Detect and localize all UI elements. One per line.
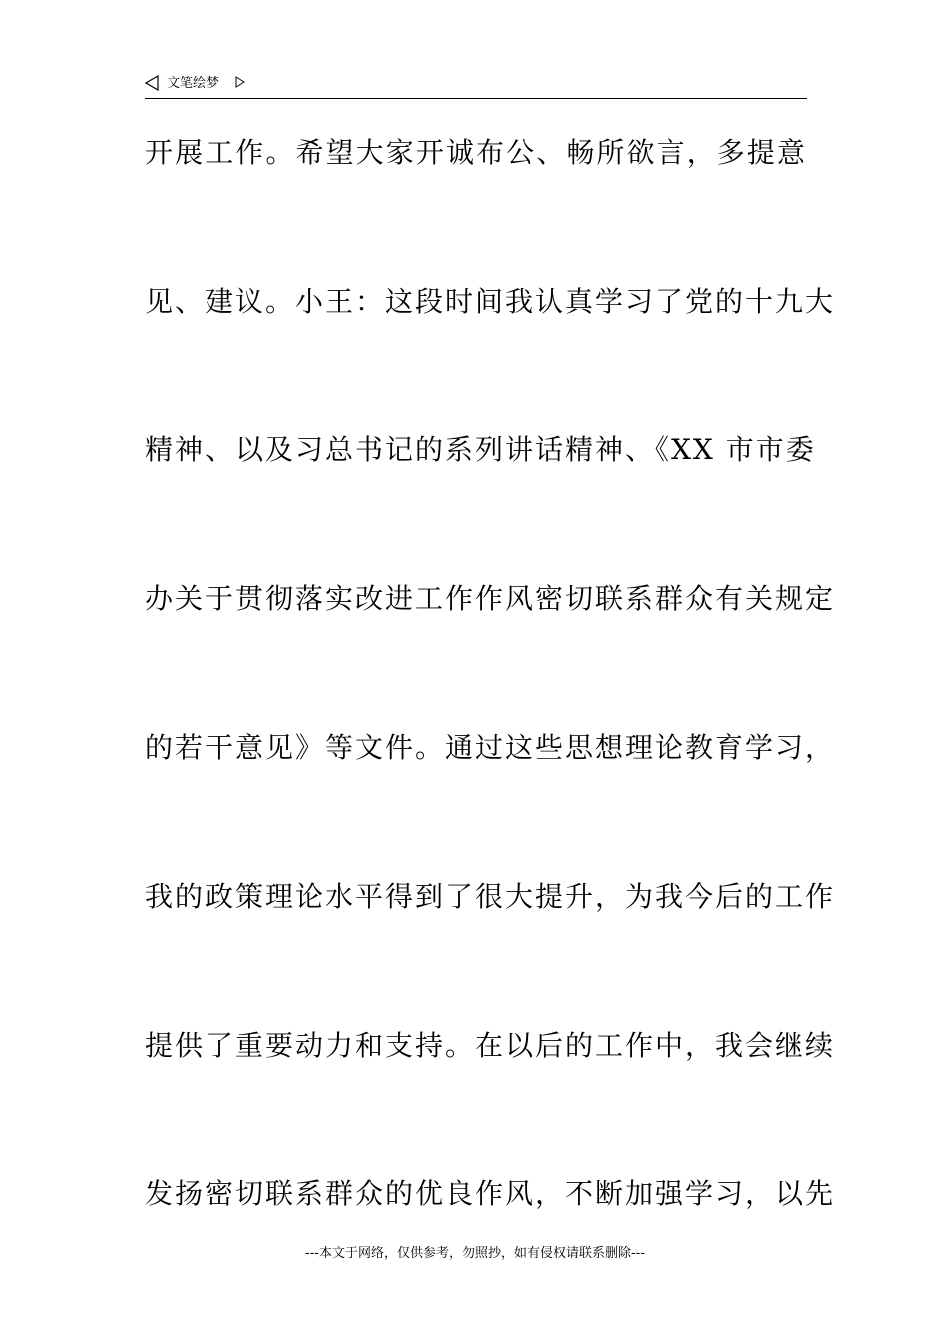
body-line-2: 见、建议。小王：这段时间我认真学习了党的十九大 (145, 285, 836, 318)
body-line-8: 发扬密切联系群众的优良作风，不断加强学习，以先 (145, 1177, 836, 1210)
body-line-4: 办关于贯彻落实改进工作作风密切联系群众有关规定 (145, 582, 836, 615)
body-line-7: 提供了重要动力和支持。在以后的工作中，我会继续 (145, 1029, 836, 1062)
body-line-6: 我的政策理论水平得到了很大提升，为我今后的工作 (145, 880, 836, 913)
body-line-1: 开展工作。希望大家开诚布公、畅所欲言，多提意 (145, 136, 807, 169)
body-line-3: 精神、以及习总书记的系列讲话精神、《XX 市市委 (145, 433, 816, 466)
page-header (145, 74, 807, 99)
page-footer: ---本文于网络，仅供参考，勿照抄，如有侵权请联系删除--- (304, 1246, 646, 1261)
triangle-left-outline-icon (145, 75, 159, 91)
body-line-5: 的若干意见》等文件。通过这些思想理论教育学习， (145, 731, 836, 764)
header-title: 文笔绘梦 (167, 76, 220, 91)
triangle-right-outline-icon (235, 76, 245, 88)
